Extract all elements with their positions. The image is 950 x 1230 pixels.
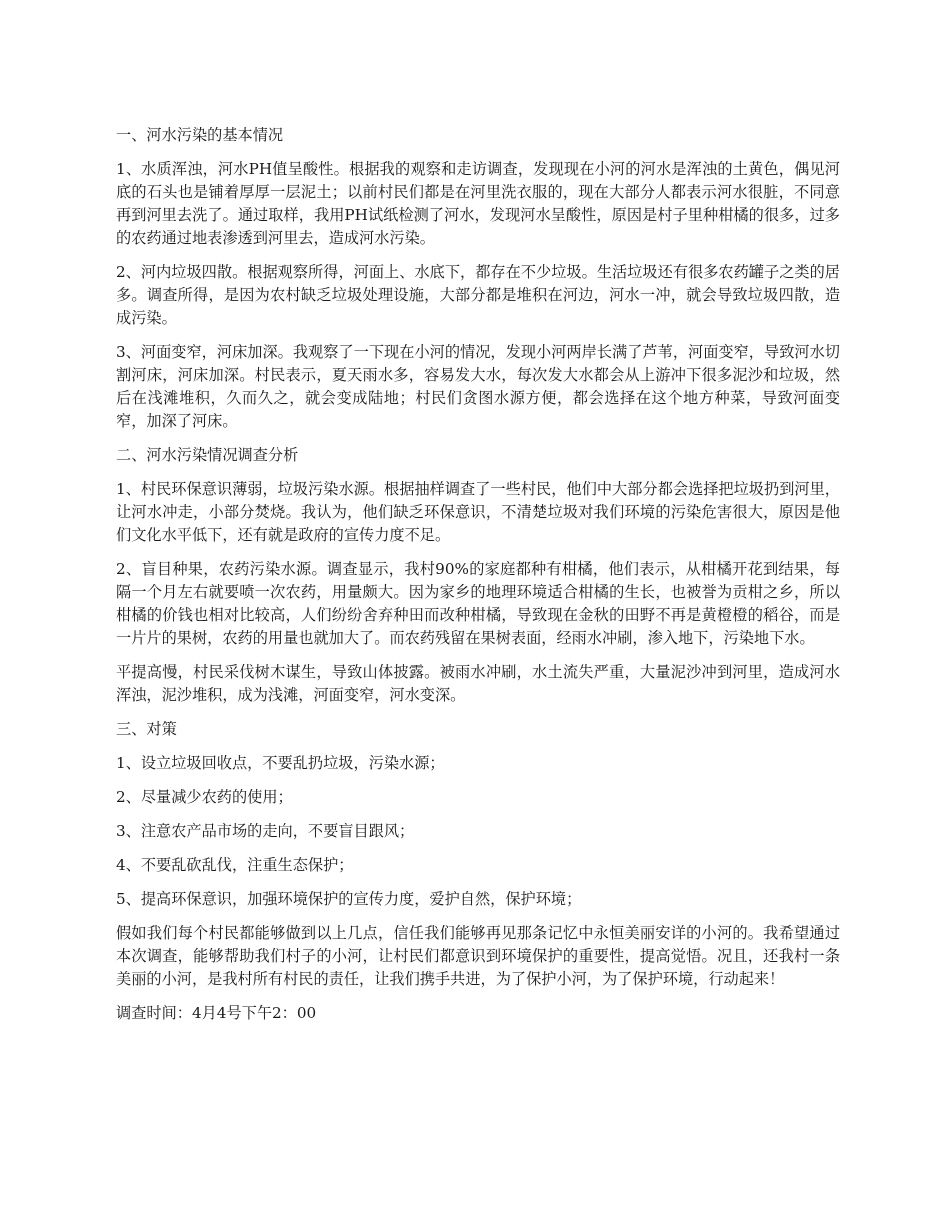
- paragraph-2-2: 2、盲目种果，农药污染水源。调查显示，我村90%的家庭都种有柑橘，他们表示，从柑橘开花到结果，每隔一个月左右就要喷一次农药，用量颇大。因为家乡的地理环境适合柑橘的生长，也被誉为贡柑之乡，所以柑橘的价钱也相对比较高，人们纷纷舍弃种田而改种柑橘，导致现在金秋的田野不再是黄橙橙的稻谷，而是一片片的果树，农药的用量也就加大了。而农药残留在果树表面，经雨水冲刷，渗入地下，污染地下水。: [116, 560, 840, 647]
- countermeasure-4: 4、不要乱砍乱伐，注重生态保护；: [116, 856, 354, 874]
- countermeasure-5: 5、提高环保意识，加强环境保护的宣传力度，爱护自然，保护环境；: [116, 890, 582, 908]
- paragraph-1-1: 1、水质浑浊，河水PH值呈酸性。根据我的观察和走访调查，发现现在小河的河水是浑浊的土黄色，偶见河底的石头也是铺着厚厚一层泥土；以前村民们都是在河里洗衣服的，现在大部分人都表示河水很脏，不同意再到河里去洗了。通过取样，我用PH试纸检测了河水，发现河水呈酸性，原因是村子里种柑橘的很多，过多的农药通过地表渗透到河里去，造成河水污染。: [116, 160, 840, 247]
- document-body: [116, 124, 840, 1036]
- countermeasure-2: 2、尽量减少农药的使用；: [116, 788, 293, 806]
- section-heading-1: 一、河水污染的基本情况: [116, 126, 284, 144]
- section-heading-2: 二、河水污染情况调查分析: [116, 446, 299, 464]
- section-heading-3: 三、对策: [116, 720, 177, 738]
- paragraph-1-3: 3、河面变窄，河床加深。我观察了一下现在小河的情况，发现小河两岸长满了芦苇，河面变窄，导致河水切割河床，河床加深。村民表示，夏天雨水多，容易发大水，每次发大水都会从上游冲下很多泥沙和垃圾，然后在浅滩堆积，久而久之，就会变成陆地；村民们贪图水源方便，都会选择在这个地方种菜，导致河面变窄，加深了河床。: [116, 343, 840, 430]
- paragraph-2-1: 1、村民环保意识薄弱，垃圾污染水源。根据抽样调查了一些村民，他们中大部分都会选择把垃圾扔到河里，让河水冲走，小部分焚烧。我认为，他们缺乏环保意识，不清楚垃圾对我们环境的污染危害很大，原因是他们文化水平低下，还有就是政府的宣传力度不足。: [116, 480, 840, 544]
- paragraph-1-2: 2、河内垃圾四散。根据观察所得，河面上、水底下，都存在不少垃圾。生活垃圾还有很多农药罐子之类的居多。调查所得，是因为农村缺乏垃圾处理设施，大部分都是堆积在河边，河水一冲，就会导致垃圾四散，造成污染。: [116, 263, 840, 327]
- countermeasure-3: 3、注意农产品市场的走向，不要盲目跟风；: [116, 822, 415, 840]
- conclusion-paragraph: 假如我们每个村民都能够做到以上几点，信任我们能够再见那条记忆中永恒美丽安详的小河的。我希望通过本次调查，能够帮助我们村子的小河，让村民们都意识到环境保护的重要性，提高觉悟。况且，还我村一条美丽的小河，是我村所有村民的责任，让我们携手共进，为了保护小河，为了保护环境，行动起来！: [116, 924, 840, 988]
- countermeasure-1: 1、设立垃圾回收点，不要乱扔垃圾，污染水源；: [116, 754, 445, 772]
- paragraph-2-3: 平提高慢，村民采伐树木谋生，导致山体披露。被雨水冲刷，水土流失严重，大量泥沙冲到河里，造成河水浑浊，泥沙堆积，成为浅滩，河面变窄，河水变深。: [116, 663, 840, 704]
- survey-time: 调查时间：4月4号下午2：00: [116, 1004, 317, 1022]
